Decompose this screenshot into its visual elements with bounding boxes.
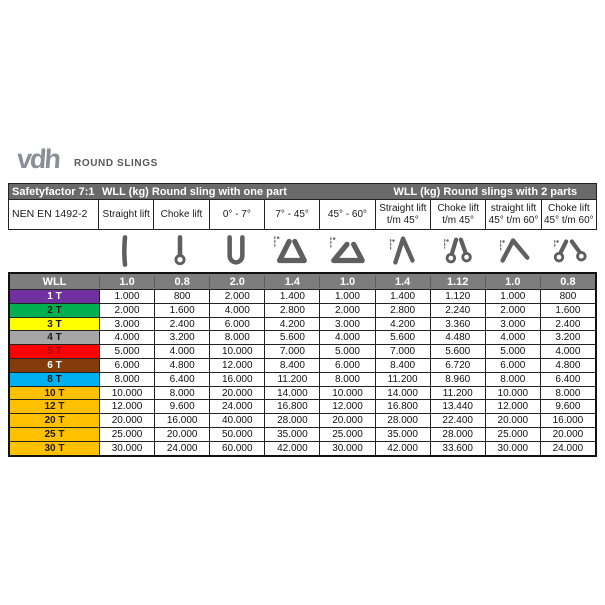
factor-straight-lift: 1.0 [99,276,154,288]
standard-label: NEN EN 1492-2 [12,208,88,221]
value-cell-straight-45-60: 30.000 [485,442,540,455]
value-cell-0-7: 20.000 [209,387,264,400]
table-row [10,372,595,386]
value-cell-choke-lift: 24.000 [154,442,209,455]
value-cell-45-60: 12.000 [319,400,374,413]
value-cell-choke-tm45: 4.480 [430,331,485,344]
value-cell-0-7: 16.000 [209,373,264,386]
value-cell-0-7: 60.000 [209,442,264,455]
value-cell-45-60: 6.000 [319,359,374,372]
value-cell-straight-45-60: 3.000 [485,318,540,331]
value-cell-straight-lift: 6.000 [99,359,154,372]
value-cell-choke-tm45: 5.600 [430,345,485,358]
value-cell-45-60: 8.000 [319,373,374,386]
column-header-0-7: 0° - 7° [209,200,264,229]
value-cell-7-45: 16.800 [264,400,319,413]
value-cell-straight-tm45: 8.400 [375,359,430,372]
value-cell-straight-45-60: 10.000 [485,387,540,400]
factor-45-60: 1.0 [319,276,374,288]
table-body [10,289,595,455]
value-cell-straight-lift: 2.000 [99,304,154,317]
table-row [10,303,595,317]
value-cell-straight-45-60: 6.000 [485,359,540,372]
value-cell-choke-tm45: 2.240 [430,304,485,317]
value-cell-choke-45-60: 2.400 [540,318,595,331]
logo [15,144,158,174]
wll-cell: 1 T [10,290,99,303]
value-cell-choke-45-60: 6.400 [540,373,595,386]
value-cell-straight-tm45: 28.000 [375,414,430,427]
value-cell-straight-lift: 4.000 [99,331,154,344]
value-cell-choke-lift: 3.200 [154,331,209,344]
value-cell-choke-lift: 4.800 [154,359,209,372]
value-cell-straight-45-60: 20.000 [485,414,540,427]
value-cell-straight-tm45: 1.400 [375,290,430,303]
value-cell-straight-45-60: 12.000 [485,400,540,413]
factor-straight-tm45: 1.4 [375,276,430,288]
value-cell-45-60: 4.000 [319,331,374,344]
logo-subtitle: ROUND SLINGS [74,157,158,169]
value-cell-7-45: 28.000 [264,414,319,427]
value-cell-straight-lift: 3.000 [99,318,154,331]
value-cell-choke-tm45: 6.720 [430,359,485,372]
table-row [10,358,595,372]
value-cell-45-60: 2.000 [319,304,374,317]
value-cell-0-7: 6.000 [209,318,264,331]
table-row [10,413,595,427]
value-cell-0-7: 24.000 [209,400,264,413]
value-cell-straight-lift: 1.000 [99,290,154,303]
value-cell-choke-lift: 20.000 [154,428,209,441]
two-part-straight-60-icon [492,232,536,270]
value-cell-choke-tm45: 1.120 [430,290,485,303]
value-cell-0-7: 8.000 [209,331,264,344]
two-part-choke-60-icon [547,232,591,270]
column-header-7-45: 7° - 45° [264,200,319,229]
value-cell-7-45: 11.200 [264,373,319,386]
value-cell-7-45: 4.200 [264,318,319,331]
value-cell-choke-45-60: 3.200 [540,331,595,344]
value-cell-0-7: 50.000 [209,428,264,441]
wll-cell: 3 T [10,318,99,331]
factor-row [10,274,595,289]
value-cell-straight-45-60: 4.000 [485,331,540,344]
value-cell-0-7: 12.000 [209,359,264,372]
wll-cell: 4 T [10,331,99,344]
value-cell-7-45: 7.000 [264,345,319,358]
value-cell-choke-tm45: 22.400 [430,414,485,427]
factor-7-45: 1.4 [264,276,319,288]
value-cell-choke-tm45: 8.960 [430,373,485,386]
wll-cell: 6 T [10,359,99,372]
two-parts-title: WLL (kg) Round slings with 2 parts [393,185,578,198]
value-cell-45-60: 5.000 [319,345,374,358]
icon-row [8,230,597,272]
value-cell-choke-45-60: 4.000 [540,345,595,358]
value-cell-choke-45-60: 8.000 [540,387,595,400]
value-cell-straight-tm45: 16.800 [375,400,430,413]
value-cell-choke-45-60: 1.600 [540,304,595,317]
value-cell-straight-lift: 25.000 [99,428,154,441]
column-header-choke-tm45: Choke lift t/m 45° [430,200,485,229]
value-cell-straight-tm45: 7.000 [375,345,430,358]
value-cell-choke-45-60: 9.600 [540,400,595,413]
wll-cell: 30 T [10,442,99,455]
value-cell-straight-tm45: 35.000 [375,428,430,441]
value-cell-straight-lift: 12.000 [99,400,154,413]
choke-lift-icon [160,232,200,270]
column-header-45-60: 45° - 60° [319,200,374,229]
value-cell-choke-lift: 6.400 [154,373,209,386]
value-cell-0-7: 40.000 [209,414,264,427]
value-cell-choke-45-60: 20.000 [540,428,595,441]
wll-cell: 12 T [10,400,99,413]
wll-cell: 10 T [10,387,99,400]
value-cell-45-60: 30.000 [319,442,374,455]
table-row [10,386,595,400]
value-cell-7-45: 35.000 [264,428,319,441]
column-header-straight-lift: Straight lift [98,200,153,229]
wll-cell: 20 T [10,414,99,427]
wll-cell: 25 T [10,428,99,441]
value-cell-choke-lift: 8.000 [154,387,209,400]
value-cell-choke-tm45: 13.440 [430,400,485,413]
factor-choke-45-60: 0.8 [540,276,595,288]
value-cell-straight-tm45: 2.800 [375,304,430,317]
table-row [10,317,595,331]
wll-header: WLL [42,275,67,288]
value-cell-choke-lift: 1.600 [154,304,209,317]
value-cell-straight-45-60: 1.000 [485,290,540,303]
two-part-choke-45-icon [436,232,480,270]
value-cell-choke-45-60: 800 [540,290,595,303]
value-cell-straight-lift: 5.000 [99,345,154,358]
value-cell-choke-lift: 800 [154,290,209,303]
value-cell-choke-tm45: 11.200 [430,387,485,400]
table-header-block [8,183,597,230]
value-cell-choke-lift: 9.600 [154,400,209,413]
value-cell-0-7: 2.000 [209,290,264,303]
two-part-straight-45-icon [381,232,425,270]
title-bar [9,184,596,199]
column-header-choke-lift: Choke lift [153,200,208,229]
value-cell-7-45: 14.000 [264,387,319,400]
value-cell-straight-45-60: 2.000 [485,304,540,317]
value-cell-7-45: 8.400 [264,359,319,372]
vdh-logo: vdh [15,144,61,174]
factor-choke-tm45: 1.12 [430,276,485,288]
wll-cell: 5 T [10,345,99,358]
value-cell-straight-tm45: 4.200 [375,318,430,331]
column-header-straight-45-60: straight lift 45° t/m 60° [485,200,540,229]
value-cell-7-45: 2.800 [264,304,319,317]
value-cell-45-60: 1.000 [319,290,374,303]
value-cell-0-7: 4.000 [209,304,264,317]
value-cell-choke-tm45: 33.600 [430,442,485,455]
table-row [10,427,595,441]
value-cell-choke-45-60: 4.800 [540,359,595,372]
table-row [10,399,595,413]
value-cell-45-60: 3.000 [319,318,374,331]
table-row [10,289,595,303]
value-cell-45-60: 20.000 [319,414,374,427]
value-cell-straight-45-60: 25.000 [485,428,540,441]
safety-factor-label: Safetyfactor 7:1 [12,185,95,198]
value-cell-straight-tm45: 42.000 [375,442,430,455]
value-cell-straight-45-60: 8.000 [485,373,540,386]
value-cell-straight-lift: 30.000 [99,442,154,455]
column-header-choke-45-60: Choke lift 45° t/m 60° [541,200,596,229]
value-cell-0-7: 10.000 [209,345,264,358]
table-row [10,441,595,455]
value-cell-choke-45-60: 16.000 [540,414,595,427]
value-cell-7-45: 5.600 [264,331,319,344]
value-cell-straight-lift: 20.000 [99,414,154,427]
column-header-row [9,199,596,229]
basket-45-60-icon [325,232,369,270]
table-row [10,344,595,358]
factor-0-7: 2.0 [209,276,264,288]
one-part-title: WLL (kg) Round sling with one part [102,185,287,198]
value-cell-straight-lift: 10.000 [99,387,154,400]
value-cell-choke-tm45: 28.000 [430,428,485,441]
value-cell-straight-tm45: 5.600 [375,331,430,344]
value-cell-7-45: 42.000 [264,442,319,455]
value-cell-45-60: 10.000 [319,387,374,400]
table-row [10,330,595,344]
value-cell-straight-45-60: 5.000 [485,345,540,358]
value-cell-choke-45-60: 24.000 [540,442,595,455]
value-cell-choke-tm45: 3.360 [430,318,485,331]
value-cell-45-60: 25.000 [319,428,374,441]
factor-straight-45-60: 1.0 [485,276,540,288]
wll-cell: 2 T [10,304,99,317]
basket-7-45-icon [269,232,313,270]
data-table [8,272,597,457]
column-header-straight-tm45: Straight lift t/m 45° [375,200,430,229]
value-cell-straight-lift: 8.000 [99,373,154,386]
wll-cell: 8 T [10,373,99,386]
value-cell-7-45: 1.400 [264,290,319,303]
basket-0-7-icon [216,232,256,270]
value-cell-choke-lift: 4.000 [154,345,209,358]
value-cell-straight-tm45: 14.000 [375,387,430,400]
wll-table [8,183,597,457]
value-cell-choke-lift: 2.400 [154,318,209,331]
value-cell-straight-tm45: 11.200 [375,373,430,386]
factor-choke-lift: 0.8 [154,276,209,288]
straight-lift-icon [105,232,145,270]
value-cell-choke-lift: 16.000 [154,414,209,427]
